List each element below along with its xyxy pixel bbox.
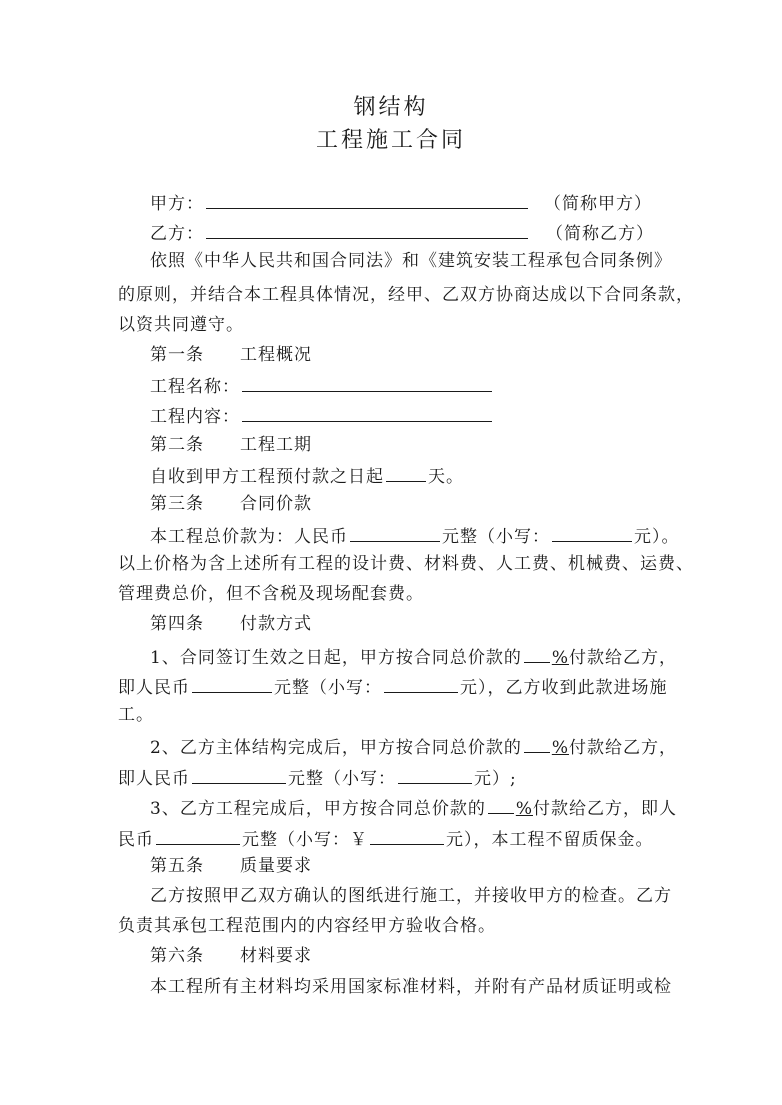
quality-line: 负责其承包工程范围内的内容经甲方验收合格。 (118, 916, 496, 936)
party-b-line (150, 216, 678, 246)
payment-1-amount-line (118, 670, 678, 700)
project-content-line (150, 399, 678, 429)
article-title: 质量要求 (240, 856, 312, 876)
payment-text: 2、乙方主体结构完成后，甲方按合同总价款的 (150, 738, 522, 758)
document-title-line1: 钢结构 (353, 95, 429, 120)
payment-text: 付款给乙方，即人 (532, 799, 677, 819)
article-3-heading (150, 489, 678, 519)
party-b-note: （简称乙方） (546, 224, 654, 244)
payment-text: 3、乙方工程完成后，甲方按合同总价款的 (150, 799, 486, 819)
party-a-blank (206, 186, 528, 209)
payment-2-amount-line (118, 761, 678, 791)
party-b-label: 乙方： (150, 224, 204, 244)
project-name-blank (242, 369, 492, 392)
article-4-heading (150, 609, 678, 639)
price-text: 元）。 (634, 527, 680, 547)
price-line (150, 519, 678, 549)
days-blank (386, 459, 426, 482)
payment-text: 即人民币 (118, 769, 190, 789)
price-figure-blank (552, 519, 632, 542)
percent-blank (524, 640, 550, 663)
payment-1-line (150, 640, 678, 670)
article-5-heading (150, 851, 678, 881)
amount-figure-blank (384, 670, 458, 693)
article-title: 材料要求 (240, 946, 312, 966)
party-a-label: 甲方： (150, 194, 204, 214)
amount-words-blank (156, 822, 240, 845)
payment-text: 元整（小写： (274, 678, 382, 698)
payment-text: 元整（小写：￥ (242, 830, 368, 850)
percent-blank (524, 730, 550, 753)
amount-figure-blank (398, 761, 472, 784)
party-b-blank (206, 216, 528, 239)
payment-text: 元），本工程不留质保金。 (446, 830, 654, 850)
payment-1-end-line: 工。 (118, 705, 154, 725)
payment-3-line (150, 791, 678, 821)
quality-line: 乙方按照甲乙双方确认的图纸进行施工，并接收甲方的检查。乙方 (150, 886, 672, 906)
payment-text: 付款给乙方， (568, 648, 677, 668)
price-scope-line: 管理费总价，但不含税及现场配套费。 (118, 584, 424, 604)
price-text: 本工程总价款为：人民币 (150, 527, 348, 547)
preamble-line: 依照《中华人民共和国合同法》和《建筑安装工程承包合同条例》 (150, 251, 672, 271)
percent-sign: % (515, 799, 533, 819)
amount-words-blank (192, 761, 286, 784)
article-number: 第六条 (150, 946, 204, 966)
percent-sign: % (551, 648, 569, 668)
payment-text: 即人民币 (118, 678, 190, 698)
article-number: 第四条 (150, 614, 204, 634)
document-title-line2: 工程施工合同 (315, 128, 466, 153)
article-6-heading (150, 941, 678, 971)
article-number: 第三条 (150, 494, 204, 514)
article-number: 第一条 (150, 345, 204, 365)
payment-text: 元整（小写： (288, 769, 396, 789)
article-number: 第二条 (150, 435, 204, 455)
amount-words-blank (192, 670, 272, 693)
article-title: 付款方式 (240, 614, 312, 634)
schedule-text-end: 天。 (428, 467, 464, 487)
price-text: 元整（小写： (442, 527, 550, 547)
payment-text: 付款给乙方， (568, 738, 677, 758)
preamble-line: 的原则，并结合本工程具体情况，经甲、乙双方协商达成以下合同条款， (118, 285, 694, 305)
article-1-heading (150, 340, 678, 370)
article-number: 第五条 (150, 856, 204, 876)
materials-line: 本工程所有主材料均采用国家标准材料，并附有产品材质证明或检 (150, 977, 672, 997)
schedule-line (150, 459, 678, 489)
party-a-note: （简称甲方） (544, 194, 652, 214)
article-title: 合同价款 (240, 494, 312, 514)
payment-text: 元），乙方收到此款进场施 (460, 678, 668, 698)
party-a-line (150, 186, 678, 216)
schedule-text: 自收到甲方工程预付款之日起 (150, 467, 384, 487)
percent-blank (488, 791, 514, 814)
project-content-blank (242, 399, 492, 422)
payment-text: 民币 (118, 830, 154, 850)
project-name-line (150, 369, 678, 399)
preamble-line: 以资共同遵守。 (118, 315, 244, 335)
article-title: 工程概况 (240, 345, 312, 365)
project-name-label: 工程名称： (150, 377, 240, 397)
percent-sign: % (551, 738, 569, 758)
project-content-label: 工程内容： (150, 407, 240, 427)
article-2-heading (150, 430, 678, 460)
payment-text: 1、合同签订生效之日起，甲方按合同总价款的 (150, 648, 522, 668)
price-scope-line: 以上价格为含上述所有工程的设计费、材料费、人工费、机械费、运费、 (118, 554, 694, 574)
amount-figure-blank (370, 822, 444, 845)
price-words-blank (350, 519, 440, 542)
payment-text: 元）; (474, 769, 517, 789)
payment-2-line (150, 730, 678, 760)
article-title: 工程工期 (240, 435, 312, 455)
payment-3-amount-line (118, 822, 678, 852)
